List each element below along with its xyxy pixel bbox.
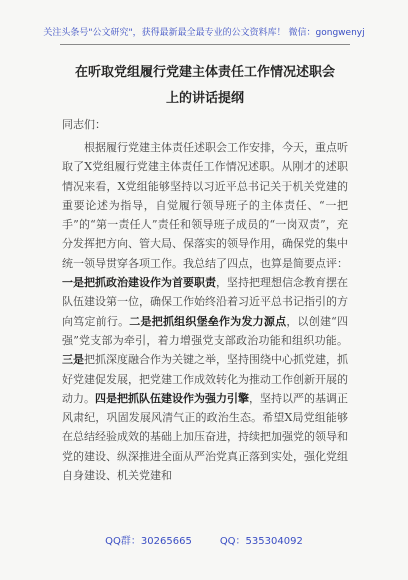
body-paragraph <box>62 138 348 485</box>
header-note: 关注头条号"公文研究"，获得最新最全最专业的公文资料库！ 微信：gongwenyj <box>43 28 365 38</box>
body-text-segment: ，以创建“四强”党支部为牵引，着力增强党支部政治功能和组织功能。 <box>62 314 349 347</box>
body-text-segment: 把抓深度融合作为关键之举，坚持围绕中心抓党建，抓好党建促发展，把党建工作成效转化为推动工作创新开展的动力。 <box>62 353 348 405</box>
point-two-heading: 二是把抓组织堡垒作为发力源点 <box>129 314 287 328</box>
body-text-segment: ，坚持以严的基调正风肃纪，巩固发展风清气正的政治生态。希望X局党组能够在总结经验成效的基础上加压奋进，持续把加强党的领导和党的建设、纵深推进全面从严治党真正落到实处，强化党组自身建设、机关党建和 <box>62 391 348 483</box>
footer-contact <box>0 532 408 547</box>
salutation: 同志们： <box>62 118 106 131</box>
body-text-segment: ，坚持把理想信念教育摆在队伍建设第一位，确保工作始终沿着习近平总书记指引的方向笃定前行。 <box>62 276 348 328</box>
header-divider <box>60 44 350 45</box>
footer-qq-number: QQ：535304092 <box>219 536 303 547</box>
page-title: 在听取党组履行党建主体责任工作情况述职会上的讲话提纲 <box>74 65 335 106</box>
point-four-heading: 四是把抓队伍建设作为强力引擎 <box>95 391 249 405</box>
point-three-marker: 三是 <box>62 353 84 367</box>
point-one-heading: 一是把抓政治建设作为首要职责 <box>62 276 216 290</box>
footer-qq-group: QQ群：30265665 <box>105 536 192 547</box>
body-text-segment: 根据履行党建主体责任述职会工作安排，今天，重点听取了X党组履行党建主体责任工作情况述职。从刚才的述职情况来看，X党组能够坚持以习近平总书记关于机关党建的重要论述为指导，自觉履行领导班子的主体责任、“一把手”的“第一责任人”责任和领导班子成员的“一岗双责”，充分发挥把方向、管大局、保落实的领导作用，确保党的集中统一领导贯穿各项工作。我总结了四点，也算是简要点评： <box>62 141 348 270</box>
